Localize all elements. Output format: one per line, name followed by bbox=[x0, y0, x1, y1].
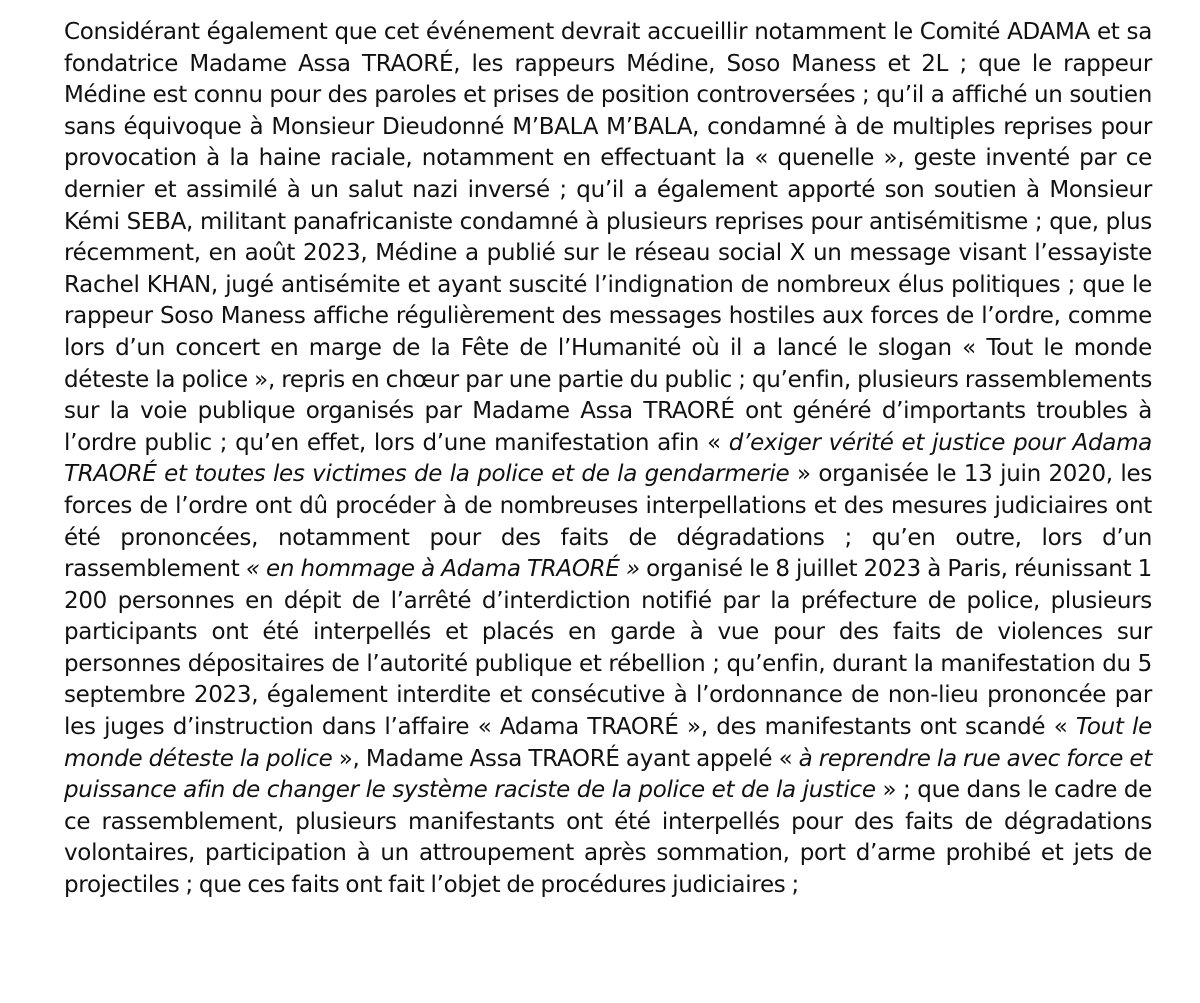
document-page bbox=[64, 17, 1152, 902]
italic-quote: d’exiger vérité et justice pour Adama TRAORÉ et toutes les victimes de la police et de la gendarmerie bbox=[64, 429, 1152, 488]
text-run: » organisée le 13 juin 2020, les forces de l’ordre ont dû procéder à de nombreuses interpellations et des mesures judiciaires ont été prononcées, notamment pour des faits de dégradations ; qu’en outre, lors d’un rassemblement bbox=[64, 461, 1153, 583]
italic-quote: Tout le monde déteste la police bbox=[64, 714, 1152, 772]
text-run: organisé le 8 juillet 2023 à Paris, réunissant 1 200 personnes en dépit de l’arrêté d’interdiction notifié par la préfecture de police, plusieurs participants ont été interpellés et placés en garde à vue pour des faits de violences sur personnes dépositaires de l’autorité publique et rébellion ; qu’enfin, durant la manifestation du 5 septembre 2023, également interdite et consécutive à l’ordonnance de non-lieu prononcée par les juges d’instruction dans l’affaire « Adama TRAORÉ », des manifestants ont scandé « bbox=[64, 556, 1152, 741]
italic-quote: à reprendre la rue avec force et puissance afin de changer le système raciste de la police et de la justice bbox=[64, 745, 1152, 804]
italic-quote: « en hommage à Adama TRAORÉ » bbox=[245, 556, 640, 583]
body-paragraph bbox=[64, 17, 1152, 902]
text-run: » ; que dans le cadre de ce rassemblement, plusieurs manifestants ont été interpellés pour des faits de dégradations volontaires, participation à un attroupement après sommation, port d’arme prohibé et jets de projectiles ; que ces faits ont fait l’objet de procédures judiciaires ; bbox=[64, 777, 1152, 899]
text-run: Considérant également que cet événement devrait accueillir notamment le Comité ADAMA et sa fondatrice Madame Assa TRAORÉ, les rappeurs Médine, Soso Maness et 2L ; que le rappeur Médine est connu pour des paroles et prises de position controversées ; qu’il a affiché un soutien sans équivoque à Monsieur Dieudonné M’BALA M’BALA, condamné à de multiples reprises pour provocation à la haine raciale, notamment en effectuant la « quenelle », geste inventé par ce dernier et assimilé à un salut nazi inversé ; qu’il a également apporté son soutien à Monsieur Kémi SEBA, militant panafricaniste condamné à plusieurs reprises pour antisémitisme ; que, plus récemment, en août 2023, Médine a publié sur le réseau social X un message visant l’essayiste Rachel KHAN, jugé antisémite et ayant suscité l’indignation de nombreux élus politiques ; que le rappeur Soso Maness affiche régulièrement des messages hostiles aux forces de l’ordre, comme lors d’un concert en marge de la Fête de l’Humanité où il a lancé le slogan « Tout le monde déteste la police », repris en chœur par une partie du public ; qu’enfin, plusieurs rassemblements sur la voie publique organisés par Madame Assa TRAORÉ ont généré d’importants troubles à l’ordre public ; qu’en effet, lors d’une manifestation afin « bbox=[64, 19, 1152, 456]
text-run: », Madame Assa TRAORÉ ayant appelé « bbox=[332, 745, 799, 772]
